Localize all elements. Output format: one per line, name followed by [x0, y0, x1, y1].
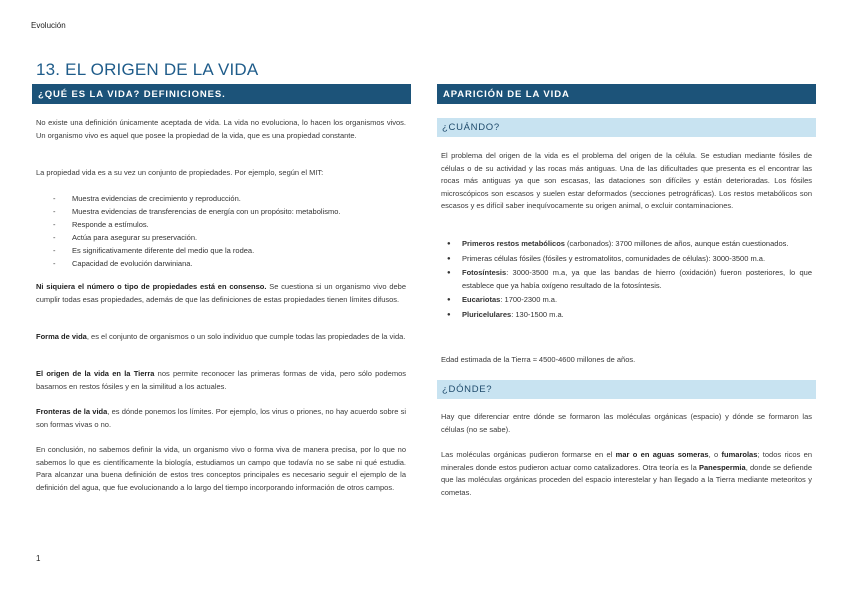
paragraph-conclusion: En conclusión, no sabemos definir la vida, un organismo vivo o forma viva de manera precisa, por lo que no sabemos lo que es científicamente la biología, estudiamos un campo que todavía no se sabe ni qué estudia. Para alcanzar una buena definición de estos tres conceptos principales es necesario seguir el ejemplo de la definición del agua, que fue evolucionando a lo largo del tiempo incorporando información de otros campos. [36, 445, 406, 492]
section-heading-aparicion: APARICIÓN DE LA VIDA [437, 84, 816, 104]
paragraph-problema-origen: El problema del origen de la vida es el problema del origen de la célula. Se estudian mediante fósiles de células o de su actividad y las rocas más antiguas. Una de las dificultades que presenta es el encontrar las rocas más antiguas ya que son escasas, las dataciones son difíciles y están deterioradas. Los fósiles microscópicos son escasos y suelen estar deformados (secciones petrográficas). Los restos metabólicos son escasos y es difícil saber inequívocamente su origen animal, o excluir contaminaciones. [441, 151, 812, 211]
bold-term: Ni siquiera el número o tipo de propiedades está en consenso. [36, 282, 267, 291]
list-item: - Muestra evidencias de crecimiento y reproducción. [53, 192, 403, 205]
paragraph-consenso: Ni siquiera el número o tipo de propiedades está en consenso. Se cuestiona si un organismo vivo debe cumplir todas esas propiedades, además de que las definiciones de estas propiedades tienen límites difusos. [36, 282, 407, 304]
section-heading-definiciones: ¿QUÉ ES LA VIDA? DEFINICIONES. [32, 84, 411, 104]
running-header: Evolución [31, 21, 66, 30]
bold-term: Forma de vida [36, 332, 87, 341]
properties-list [53, 192, 403, 270]
paragraph-moleculas: Las moléculas orgánicas pudieron formarse en el mar o en aguas someras, o fumarolas; todos ricos en minerales donde estos pudieron actuar como catalizadores. Otra teoría es la Panespermia, donde se defiende que las moléculas orgánicas proceden del espacio interestelar y han llegado a la Tierra mediante meteoritos y cometas. [441, 450, 813, 497]
bold-term: Fronteras de la vida [36, 407, 108, 416]
paragraph-diferenciar: Hay que diferenciar entre dónde se formaron las moléculas orgánicas (espacio) y dónde se formaron las células (no se sabe). [441, 412, 812, 434]
page-title: 13. EL ORIGEN DE LA VIDA [36, 60, 259, 79]
subheading-cuando: ¿CUÁNDO? [437, 118, 816, 137]
paragraph-origen: El origen de la vida en la Tierra nos permite reconocer las primeras formas de vida, pero sólo podemos basarnos en restos fósiles y en la similitud a los actuales. [36, 369, 406, 391]
list-item: ● Primeras células fósiles (fósiles y estromatolitos, comunidades de células): 3000-3500 m.a. [441, 253, 812, 266]
paragraph-fronteras: Fronteras de la vida, es dónde ponemos los límites. Por ejemplo, los virus o priones, no hay acuerdo sobre si son formas vivas o no. [36, 407, 407, 429]
list-item: - Responde a estímulos. [53, 218, 403, 231]
paragraph-edad-tierra: Edad estimada de la Tierra ≈ 4500-4600 millones de años. [441, 355, 636, 364]
list-item: ● Eucariotas: 1700-2300 m.a. [441, 294, 812, 307]
page-number: 1 [36, 554, 41, 563]
list-item: - Actúa para asegurar su preservación. [53, 231, 403, 244]
list-item: - Capacidad de evolución darwiniana. [53, 257, 403, 270]
bold-term: El origen de la vida en la Tierra [36, 369, 155, 378]
paragraph-mit: La propiedad vida es a su vez un conjunto de propiedades. Por ejemplo, según el MIT: [36, 168, 324, 177]
paragraph-intro: No existe una definición únicamente aceptada de vida. La vida no evoluciona, lo hacen los organismos vivos. Un organismo vivo es aquel que posee la propiedad de la vida, que es una propiedad constante. [36, 118, 406, 140]
list-item: ● Fotosíntesis: 3000-3500 m.a, ya que las bandas de hierro (oxidación) fueron posteriores, lo que establece que ya había oxígeno resultado de la fotosíntesis. [441, 267, 812, 292]
list-item: ● Primeros restos metabólicos (carbonados): 3700 millones de años, aunque están cuestionados. [441, 238, 812, 251]
paragraph-forma-vida: Forma de vida, es el conjunto de organismos o un solo individuo que cumple todas las propiedades de la vida. [36, 332, 406, 341]
list-item: - Es significativamente diferente del medio que la rodea. [53, 244, 403, 257]
list-item: ● Pluricelulares: 130-1500 m.a. [441, 309, 812, 322]
timeline-list [441, 238, 812, 324]
list-item: - Muestra evidencias de transferencias de energía con un propósito: metabolismo. [53, 205, 403, 218]
subheading-donde: ¿DÓNDE? [437, 380, 816, 399]
